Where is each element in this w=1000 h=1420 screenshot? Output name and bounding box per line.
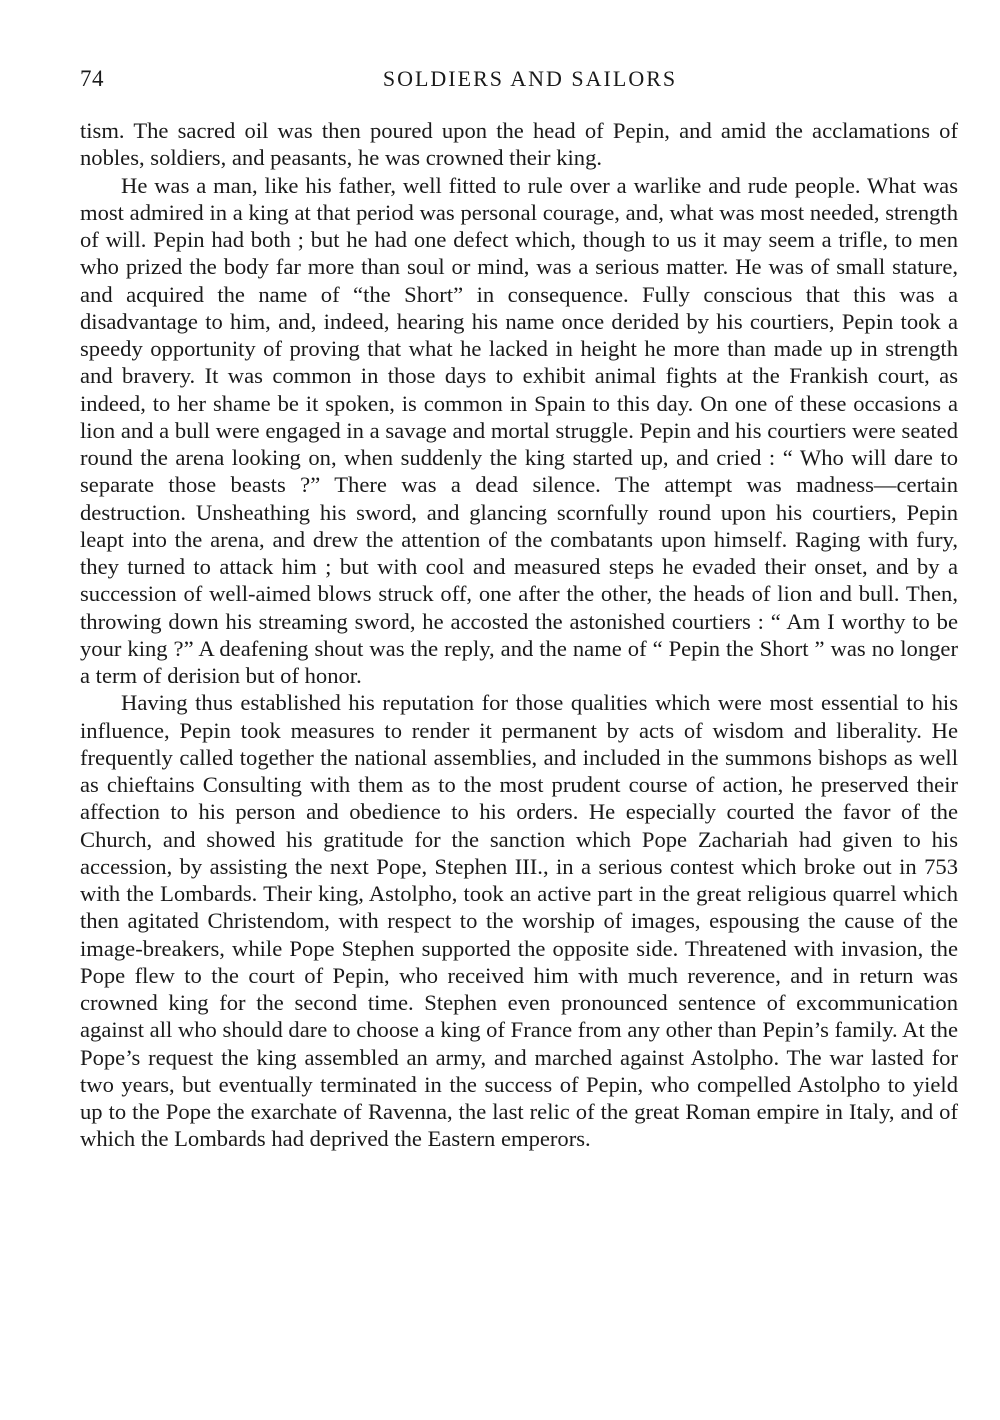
running-head <box>80 66 960 102</box>
paragraph-reputation: Having thus established his reputation for those qualities which were most essential to his influence, Pepin took measures to render it permanent by acts of wisdom and liberality. He frequently called together the national assemblies, and included in the summons bishops as well as chieftains Consulting with them as to the most prudent course of action, he preserved their affection to his person and obedience to his orders. He especially courted the favor of the Church, and showed his gratitude for the sanction which Pope Zachariah had given to his accession, by assisting the next Pope, Stephen III., in a serious contest which broke out in 753 with the Lombards. Their king, Astolpho, took an active part in the great religious quarrel which then agitated Christendom, with respect to the worship of images, espousing the cause of the image-breakers, while Pope Stephen supported the opposite side. Threatened with invasion, the Pope flew to the court of Pepin, who received him with much reverence, and in return was crowned king for the second time. Stephen even pronounced sentence of excommunication against all who should dare to choose a king of France from any other than Pepin’s family. At the Pope’s request the king assembled an army, and marched against Astolpho. The war lasted for two years, but eventually terminated in the success of Pepin, who compelled Astolpho to yield up to the Pope the exarchate of Ravenna, the last relic of the great Roman empire in Italy, and of which the Lombards had deprived the Eastern emperors. <box>80 690 958 1152</box>
body-text <box>80 117 958 1153</box>
page-number: 74 <box>80 66 104 91</box>
paragraph-continued: tism. The sacred oil was then poured upon the head of Pepin, and amid the acclamations of nobles, soldiers, and peasants, he was crowned their king. <box>80 118 958 171</box>
running-title: SOLDIERS AND SAILORS <box>382 66 678 91</box>
paragraph-pepin-the-short: He was a man, like his father, well fitted to rule over a warlike and rude people. What was most admired in a king at that period was personal courage, and, what was most needed, strength of will. Pepin had both ; but he had one defect which, though to us it may seem a trifle, to men who prized the body far more than soul or mind, was a serious matter. He was of small stature, and acquired the name of “the Short” in consequence. Fully conscious that this was a disadvantage to him, and, indeed, hearing his name once derided by his courtiers, Pepin took a speedy opportunity of proving that what he lacked in height he more than made up in strength and bravery. It was common in those days to exhibit animal fights at the Frankish court, as indeed, to her shame be it spoken, is common in Spain to this day. On one of these occasions a lion and a bull were engaged in a savage and mortal struggle. Pepin and his courtiers were seated round the arena looking on, when suddenly the king started up, and cried : “ Who will dare to separate those beasts ?” There was a dead silence. The attempt was madness—certain destruction. Unsheathing his sword, and glancing scornfully round upon his courtiers, Pepin leapt into the arena, and drew the attention of the combatants upon himself. Raging with fury, they turned to attack him ; but with cool and measured steps he evaded their onset, and by a succession of well-aimed blows struck off, one after the other, the heads of lion and bull. Then, throwing down his streaming sword, he accosted the astonished courtiers : “ Am I worthy to be your king ?” A deafening shout was the reply, and the name of “ Pepin the Short ” was no longer a term of derision but of honor. <box>80 172 958 688</box>
